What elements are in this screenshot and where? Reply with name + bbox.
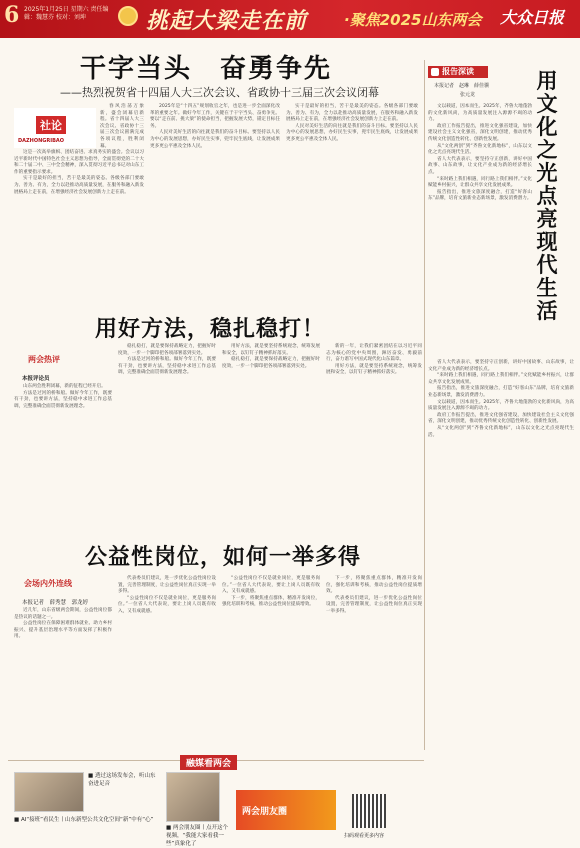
news-photo-1	[14, 772, 84, 812]
newspaper-logo: 大众日报	[500, 8, 565, 27]
band-item-1[interactable]: ■ 透过这场发布会，听山东奋进足音	[88, 773, 156, 787]
report-body-lower: 省人大代表表示，要坚持守正创新，讲好中国故事、山东故事，让文化产业成为新的经济增长点。 “来时路上我们相遇，同行路上我们相伴。”文化赋能乡村振兴，让群众共享文化发展成果。 报告指出，推进文旅深度融合，打造“好客山东”品牌，培育文旅新业态新场景，激发消费潜力。 文以载道，因本而生。2025年，齐鲁大地蓬勃的文化新风尚，为高质量发展注入源源不竭的动力。 政府工作报告提出，推进文化强省建设，加快建设社会主义文化强省，深化文明创建，推动优秀传统文化创造性转化、创新性发展。 从“文化两创”到“齐鲁文化新地标”，山东以文化之光点亮现代生活。	[428, 360, 574, 438]
editorial-badge-sub: DAZHONGRIBAO	[18, 138, 65, 144]
lead-subtitle: ——热烈祝贺省十四届人大三次会议、省政协十三届三次会议闭幕	[60, 86, 379, 99]
feature-tag: 会场内外连线	[24, 579, 72, 588]
comment-col-3: 用好方法，就是要坚持系统观念，统筹发展和安全，以钉钉子精神抓好落实。 稳扎稳打，就是要保持战略定力，把握好时度效，一步一个脚印把各项部署落到实处。	[222, 344, 320, 369]
feature-col-3: “公益性岗位不仅是就业岗位，更是服务岗位。”一位省人大代表说，要让上岗人员既有收入，又有成就感。 下一步，将聚焦重点群体，精准开发岗位，强化培训和考核，推动公益性岗位提质增效。	[222, 576, 320, 608]
header-subtitle: ·聚焦2025山东两会	[344, 11, 482, 29]
feature-title: 公益性岗位，如何一举多得	[85, 545, 362, 570]
report-byline-2: 张元龙	[460, 92, 476, 98]
comment-author: 本报评论员	[22, 376, 50, 382]
comment-col-2: 稳扎稳打，就是要保持战略定力，把握好时度效，一步一个脚印把各项部署落到实处。 方法是过河的桥和船。做好今年工作，既要有干劲，也要讲方法，坚持稳中求进工作总基调，完整准确全面贯彻新发展理念。	[118, 344, 216, 376]
report-byline: 本报记者 赵琳 薛佳骥	[434, 83, 490, 89]
band-title: 融媒看两会	[180, 755, 237, 770]
date-line: 2025年1月25日 星期六 责任编辑：魏慧芬 校对：刘坤	[24, 6, 109, 21]
feature-col-4: 下一步，将聚焦重点群体，精准开发岗位，强化培训和考核，推动公益性岗位提质增效。 代表委员们建议，进一步优化公益性岗位设置，完善管理制度，让公益性岗位真正实现一举多得。	[326, 576, 422, 614]
page-number: 6	[4, 2, 20, 28]
lead-col-2: 2025年是“十四五”规划收官之年，也是进一步全面深化改革的重要之年。做好今年工作，关键在于干字当头、奋勇争先。要以“走在前、挑大梁”的使命担当，把握发展大势，锚定目标任务。 人民对美好生活的向往就是我们的奋斗目标。要坚持以人民为中心的发展思想，办好民生实事，兜牢民生底线，让发展成果更多更公平惠及全体人民。	[150, 104, 280, 149]
lead-col-1: 这是一次高举旗帜、团结奋进、求真务实的盛会。会议以习近平新时代中国特色社会主义思想为指导，全面贯彻党的二十大和二十届二中、三中全会精神，深入贯彻习近平总书记对山东工作的重要指示要求。 实干是最好的担当，苦干是最美的姿态。各级各部门要敢为、善为、有为，全力以赴推动高质量发展，在服务和融入新发展格局上走在前，在增强经济社会发展创新力上走在前。	[14, 150, 144, 195]
news-photo-2	[166, 772, 220, 822]
band-item-3[interactable]: ■ 两会朋友圈丨点开这个视频，“我能大家看我一些”真象化了	[166, 825, 228, 847]
feature-col-2: 代表委员们建议，进一步优化公益性岗位设置，完善管理制度，让公益性岗位真正实现一举多得。 “公益性岗位不仅是就业岗位，更是服务岗位。”一位省人大代表说，要让上岗人员既有收入，又有成就感。	[118, 576, 216, 614]
lead-col-3: 实干是最好的担当，苦干是最美的姿态。各级各部门要敢为、善为、有为，全力以赴推动高质量发展，在服务和融入新发展格局上走在前，在增强经济社会发展创新力上走在前。 人民对美好生活的向往就是我们的奋斗目标。要坚持以人民为中心的发展思想，办好民生实事，兜牢民生底线，让发展成果更多更公平惠及全体人民。	[286, 104, 418, 142]
comment-tag: 两会热评	[28, 355, 60, 364]
band-item-2[interactable]: ■ AI“接班”看民生丨山东新型公共文化空间“新”中有“心”	[14, 817, 154, 823]
emblem-icon	[118, 6, 138, 26]
editorial-badge: 社论	[36, 116, 66, 134]
moments-banner[interactable]: 两会朋友圈	[236, 790, 336, 830]
header-title: 挑起大梁走在前	[146, 9, 308, 34]
feature-col-1: 近几年，山东省级两会期间，公益性岗位都是热议的话题之一。 公益性岗位在保障困难群体就业、助力乡村振兴、提升基层治理水平等方面发挥了积极作用。	[14, 608, 112, 640]
comment-col-1: 山东两会胜利闭幕，新的征程已经开启。 方法是过河的桥和船。做好今年工作，既要有干劲，也要讲方法，坚持稳中求进工作总基调，完整准确全面贯彻新发展理念。	[14, 384, 112, 409]
lead-title: 干字当头 奋勇争先	[80, 54, 333, 84]
report-title: 用文化之光点亮现代生活	[536, 69, 558, 323]
report-body: 文以载道，因本而生。2025年，齐鲁大地蓬勃的文化新风尚，为高质量发展注入源源不竭的动力。 政府工作报告提出，推进文化强省建设，加快建设社会主义文化强省，深化文明创建，推动优秀传统文化创造性转化、创新性发展。 从“文化两创”到“齐鲁文化新地标”，山东以文化之光点亮现代生活。 省人大代表表示，要坚持守正创新，讲好中国故事、山东故事，让文化产业成为新的经济增长点。 “来时路上我们相遇，同行路上我们相伴。”文化赋能乡村振兴，让群众共享文化发展成果。 报告指出，推进文旅深度融合，打造“好客山东”品牌，培育文旅新业态新场景，激发消费潜力。	[428, 104, 532, 202]
qr-caption: 扫码观看更多内容	[344, 833, 385, 839]
qr-code[interactable]	[352, 794, 386, 828]
comment-title: 用好方法，稳扎稳打！	[95, 317, 326, 342]
feature-author: 本报记者 薛秀慧 郭龙婷	[22, 600, 89, 606]
report-tag: 报告深读	[428, 66, 488, 78]
lead-col-0: 春风浩荡万象新，盛会闭幕启新程。省十四届人大三次会议、省政协十三届三次会议圆满完成各项议程，胜利闭幕。	[100, 104, 144, 149]
comment-col-4: 新的一年，让我们紧密团结在以习近平同志为核心的党中央周围，踔厉奋发、勇毅前行，奋力谱写中国式现代化山东篇章。 用好方法，就是要坚持系统观念，统筹发展和安全，以钉钉子精神抓好落实。	[326, 344, 422, 376]
